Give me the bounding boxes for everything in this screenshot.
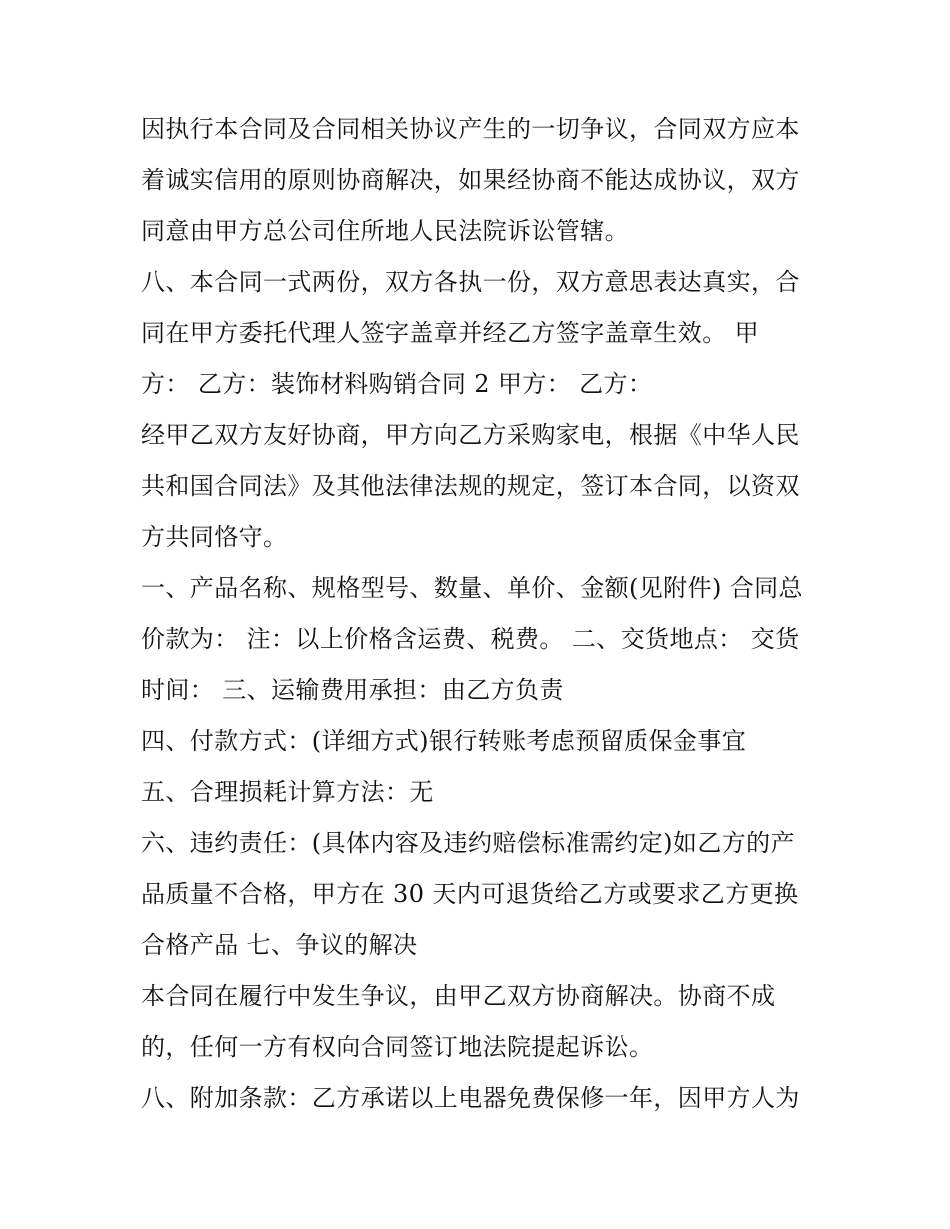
text-line: 共和国合同法》及其他法律法规的规定，签订本合同，以资双 [141,472,800,500]
text-line: 因执行本合同及合同相关协议产生的一切争议，合同双方应本 [141,115,800,143]
text-line: 同意由甲方总公司住所地人民法院诉讼管辖。 [141,217,629,245]
text-line: 时间： 三、运输费用承担：由乙方负责 [141,676,564,704]
text-line: 八、本合同一式两份，双方各执一份，双方意思表达真实，合 [141,268,800,296]
text-line: 方共同恪守。 [141,523,288,551]
text-line: 本合同在履行中发生争议，由甲乙双方协商解决。协商不成 [141,982,776,1010]
text-line: 的，任何一方有权向合同签订地法院提起诉讼。 [141,1033,654,1061]
text-line: 方： 乙方：装饰材料购销合同 2 甲方： 乙方： [141,370,653,398]
text-line: 五、合理损耗计算方法：无 [141,778,434,806]
text-line: 四、付款方式：(详细方式)银行转账考虑预留质保金事宜 [141,727,747,755]
text-line: 着诚实信用的原则协商解决，如果经协商不能达成协议，双方 [141,166,800,194]
text-line: 六、违约责任：(具体内容及违约赔偿标准需约定)如乙方的产 [141,829,795,857]
text-line: 一、产品名称、规格型号、数量、单价、金额(见附件) 合同总 [141,574,803,602]
text-line: 合格产品 七、争议的解决 [141,931,418,959]
text-line: 同在甲方委托代理人签字盖章并经乙方签字盖章生效。 甲 [141,319,760,347]
text-line: 品质量不合格，甲方在 30 天内可退货给乙方或要求乙方更换 [141,880,799,908]
text-line: 价款为： 注：以上价格含运费、税费。 二、交货地点： 交货 [141,625,800,653]
text-line: 经甲乙双方友好协商，甲方向乙方采购家电，根据《中华人民 [141,421,800,449]
text-line: 八、附加条款：乙方承诺以上电器免费保修一年，因甲方人为 [141,1084,800,1112]
